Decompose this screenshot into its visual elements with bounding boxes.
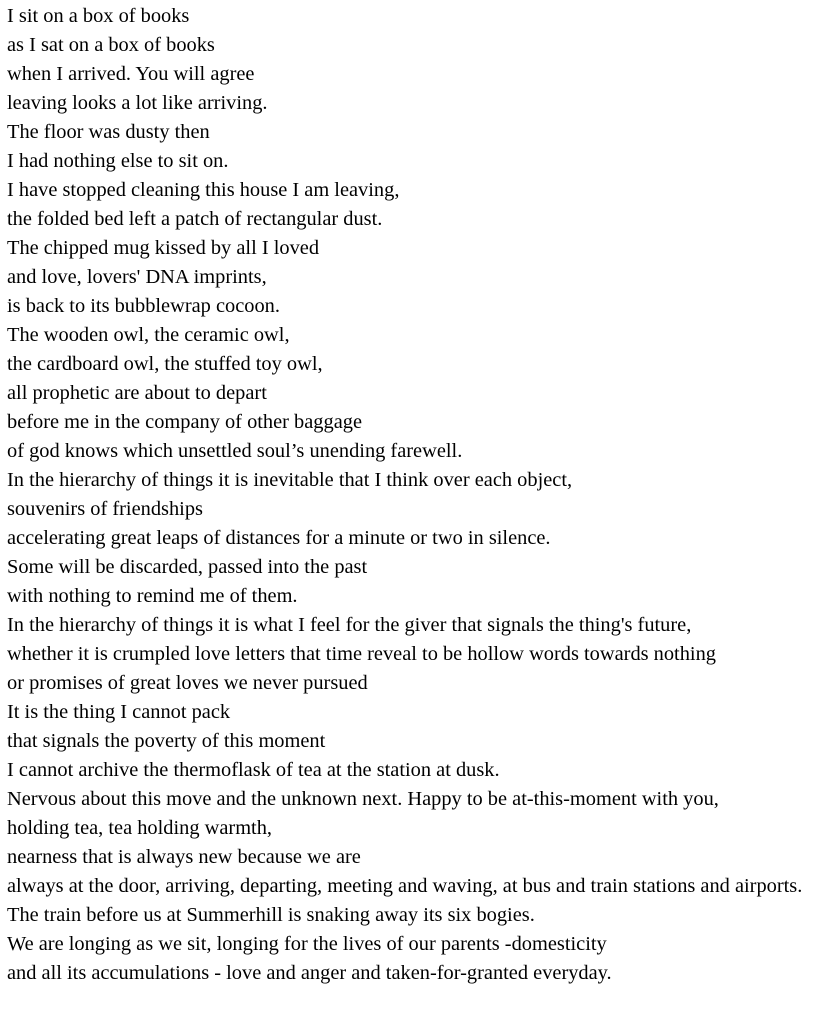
poem-line: when I arrived. You will agree (7, 63, 255, 85)
poem-line: the cardboard owl, the stuffed toy owl, (7, 353, 323, 375)
poem-line: as I sat on a box of books (7, 34, 215, 56)
poem-line: In the hierarchy of things it is what I feel for the giver that signals the thing's future, (7, 614, 692, 636)
poem-line: with nothing to remind me of them. (7, 585, 298, 607)
poem-line: In the hierarchy of things it is inevitable that I think over each object, (7, 469, 573, 491)
poem-line: I sit on a box of books (7, 5, 190, 27)
poem-line: The chipped mug kissed by all I loved (7, 237, 320, 259)
poem-line: The train before us at Summerhill is snaking away its six bogies. (7, 904, 535, 926)
poem-line: I cannot archive the thermoflask of tea at the station at dusk. (7, 759, 500, 781)
poem-line: accelerating great leaps of distances for a minute or two in silence. (7, 527, 551, 549)
poem-line: all prophetic are about to depart (7, 382, 267, 404)
poem-line: Some will be discarded, passed into the past (7, 556, 368, 578)
poem-line: nearness that is always new because we are (7, 846, 361, 868)
poem-line: It is the thing I cannot pack (7, 701, 231, 723)
poem-line: souvenirs of friendships (7, 498, 203, 520)
poem-line: Nervous about this move and the unknown next. Happy to be at-this-moment with you, (7, 788, 719, 810)
poem-line: the folded bed left a patch of rectangular dust. (7, 208, 383, 230)
poem-line: always at the door, arriving, departing, meeting and waving, at bus and train stations and airports. (7, 875, 803, 897)
poem-line: that signals the poverty of this moment (7, 730, 326, 752)
poem-text (7, 2, 833, 988)
poem-line: leaving looks a lot like arriving. (7, 92, 268, 114)
poem-line: The floor was dusty then (7, 121, 210, 143)
poem-line: I had nothing else to sit on. (7, 150, 229, 172)
poem-line: of god knows which unsettled soul’s unending farewell. (7, 440, 463, 462)
poem-line: is back to its bubblewrap cocoon. (7, 295, 280, 317)
poem-line: We are longing as we sit, longing for the lives of our parents -domesticity (7, 933, 607, 955)
poem-line: I have stopped cleaning this house I am leaving, (7, 179, 400, 201)
poem-line: and all its accumulations - love and anger and taken-for-granted everyday. (7, 962, 612, 984)
poem-line: and love, lovers' DNA imprints, (7, 266, 267, 288)
poem-line: before me in the company of other baggage (7, 411, 362, 433)
poem-line: or promises of great loves we never pursued (7, 672, 368, 694)
poem-line: whether it is crumpled love letters that time reveal to be hollow words towards nothing (7, 643, 716, 665)
poem-line: holding tea, tea holding warmth, (7, 817, 273, 839)
poem-line: The wooden owl, the ceramic owl, (7, 324, 290, 346)
